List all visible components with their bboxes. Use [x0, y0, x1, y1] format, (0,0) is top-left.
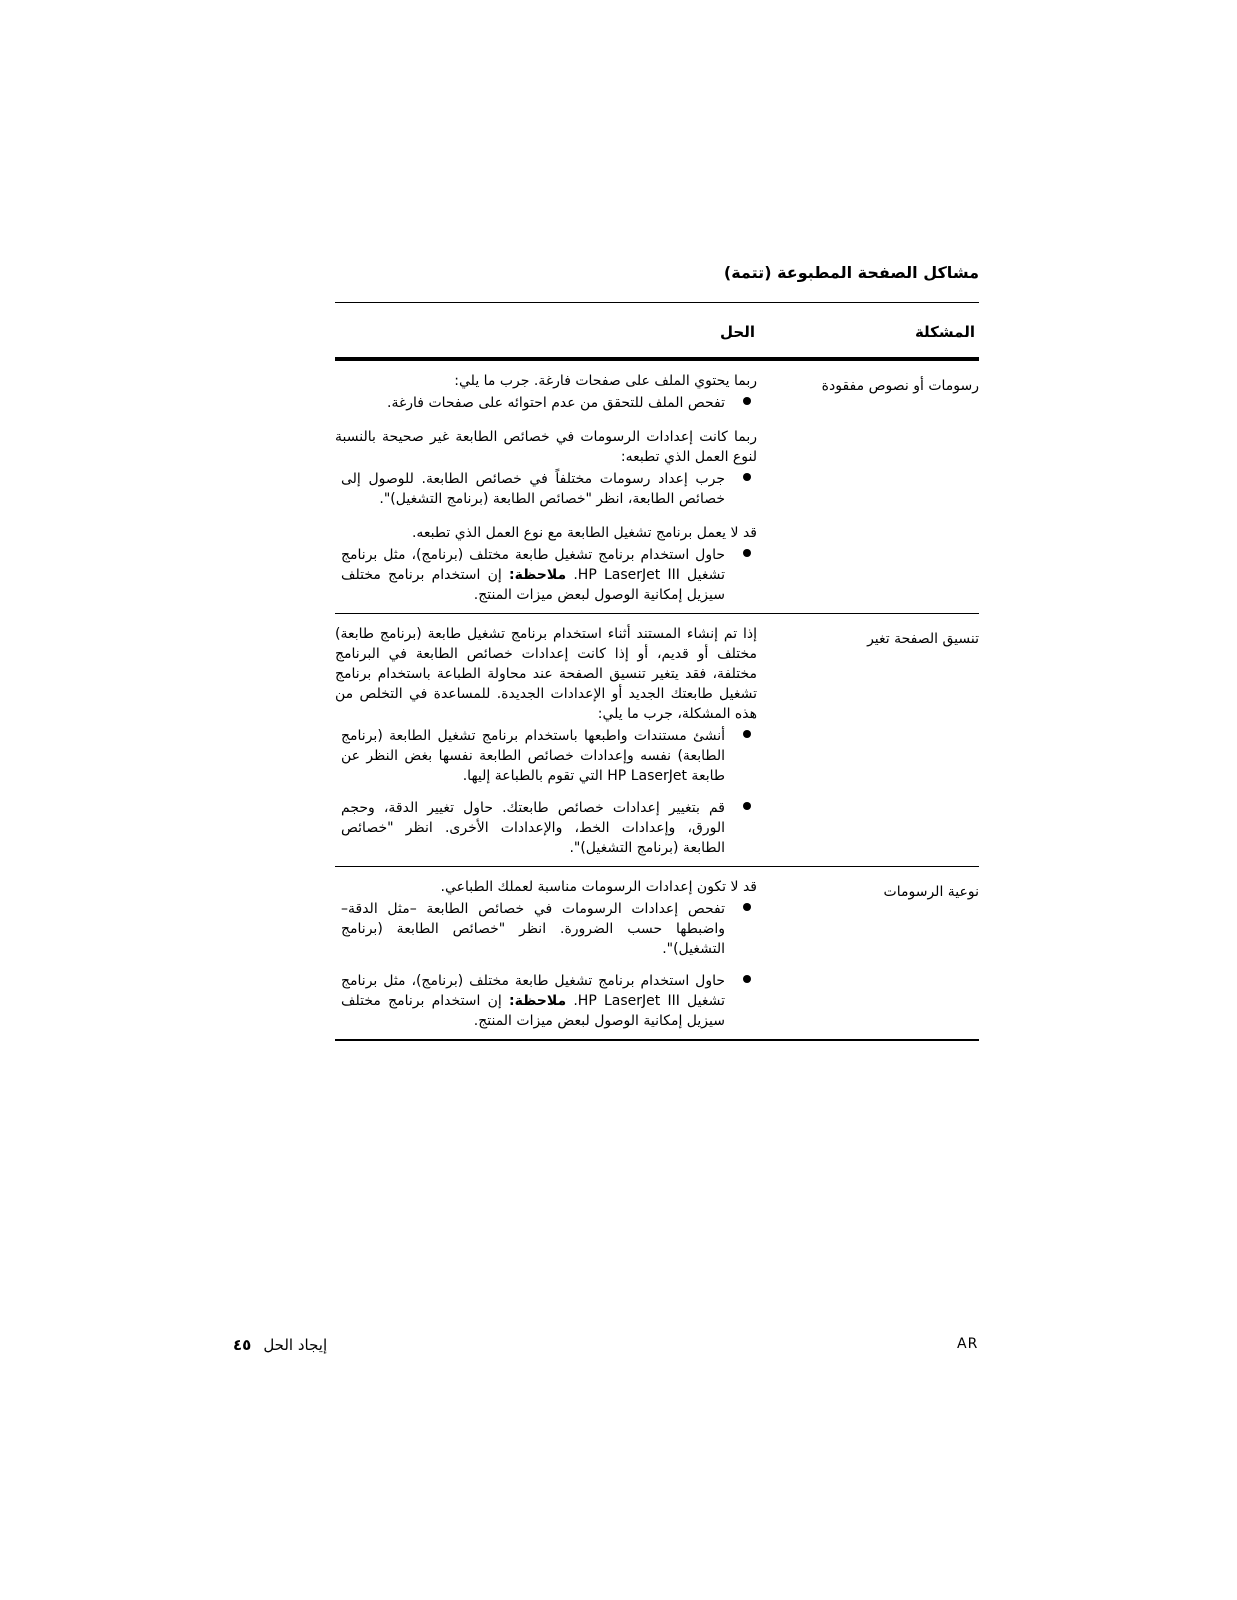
bullet-item — [335, 971, 757, 1031]
note-text: إن استخدام برنامج مختلف سيزيل إمكانية الوصول لبعض ميزات المنتج. — [341, 567, 725, 603]
footer-section-title: إيجاد الحل — [263, 1336, 328, 1354]
troubleshooting-table — [335, 302, 979, 1041]
bullet-text: حاول استخدام برنامج تشغيل طابعة مختلف (برنامج)، مثل برنامج تشغيل HP LaserJet III. — [341, 547, 726, 583]
bullet-icon — [743, 730, 751, 738]
footer-lang: AR — [957, 1336, 979, 1352]
bullet-list — [335, 469, 757, 509]
solution-block — [335, 371, 757, 413]
bullet-icon — [743, 473, 751, 481]
bullet-item — [335, 726, 757, 786]
solution-block — [335, 427, 757, 509]
bullet-text: حاول استخدام برنامج تشغيل طابعة مختلف (برنامج)، مثل برنامج تشغيل HP LaserJet III. — [341, 973, 726, 1009]
bullet-item — [335, 545, 757, 605]
solution-cell — [335, 361, 757, 613]
bullet-item — [335, 899, 757, 959]
bullet-icon — [743, 802, 751, 810]
bullet-list — [335, 726, 757, 858]
bullet-icon — [743, 975, 751, 983]
solution-cell — [335, 867, 757, 1039]
bullet-text: قم بتغيير إعدادات خصائص طابعتك. حاول تغيير الدقة، وحجم الورق، وإعدادات الخط، والإعدادات الأخرى. انظر "خصائص الطابعة (برنامج التشغيل)". — [341, 800, 725, 856]
table-header — [335, 303, 979, 361]
solution-cell — [335, 614, 757, 866]
bullet-list — [335, 899, 757, 1031]
bullet-text: جرب إعداد رسومات مختلفاً في خصائص الطابعة. للوصول إلى خصائص الطابعة، انظر "خصائص الطابعة (برنامج التشغيل)". — [341, 471, 725, 507]
bullet-list — [335, 393, 757, 413]
solution-intro: ربما يحتوي الملف على صفحات فارغة. جرب ما يلي: — [454, 373, 757, 389]
footer-section — [233, 1336, 327, 1354]
page-title: مشاكل الصفحة المطبوعة (تتمة) — [723, 263, 979, 282]
problem-cell: نوعية الرسومات — [883, 884, 979, 900]
table-row — [335, 361, 979, 613]
column-header-solution: الحل — [720, 323, 755, 341]
page-number: ٤٥ — [233, 1336, 252, 1354]
bullet-text: تفحص إعدادات الرسومات في خصائص الطابعة –مثل الدقة– واضبطها حسب الضرورة. انظر "خصائص الطابعة (برنامج التشغيل)". — [341, 901, 725, 957]
problem-cell: رسومات أو نصوص مفقودة — [821, 378, 979, 394]
table-row — [335, 866, 979, 1039]
problem-cell: تنسيق الصفحة تغير — [867, 631, 979, 647]
solution-intro: قد لا يعمل برنامج تشغيل الطابعة مع نوع العمل الذي تطبعه. — [411, 525, 757, 541]
solution-block — [335, 523, 757, 605]
note-label: ملاحظة: — [509, 993, 567, 1009]
bullet-text: أنشئ مستندات واطبعها باستخدام برنامج تشغيل الطابعة (برنامج الطابعة) نفسه وإعدادات خصائص الطابعة نفسها بغض النظر عن طابعة HP LaserJet التي تقوم بالطباعة إليها. — [341, 728, 725, 784]
bullet-text: تفحص الملف للتحقق من عدم احتوائه على صفحات فارغة. — [387, 395, 725, 411]
solution-block — [335, 877, 757, 1031]
note-text: إن استخدام برنامج مختلف سيزيل إمكانية الوصول لبعض ميزات المنتج. — [341, 993, 725, 1029]
solution-block — [335, 624, 757, 858]
bullet-item — [335, 469, 757, 509]
bullet-icon — [743, 397, 751, 405]
column-header-problem: المشكلة — [914, 323, 975, 341]
bullet-item — [335, 393, 757, 413]
solution-intro: ربما كانت إعدادات الرسومات في خصائص الطابعة غير صحيحة بالنسبة لنوع العمل الذي تطبعه: — [335, 429, 757, 465]
note-label: ملاحظة: — [509, 567, 567, 583]
bullet-icon — [743, 549, 751, 557]
table-row — [335, 613, 979, 866]
solution-intro: إذا تم إنشاء المستند أثناء استخدام برنامج تشغيل طابعة (برنامج طابعة) مختلف أو قديم، أو إذا كانت إعدادات خصائص الطابعة في البرنامج مختلفة، فقد يتغير تنسيق الصفحة عند محاولة الطباعة باستخدام برنامج تشغيل طابعتك الجديد أو الإعدادات الجديدة. للمساعدة في التخلص من هذه المشكلة، جرب ما يلي: — [335, 626, 757, 722]
bullet-icon — [743, 903, 751, 911]
bullet-list — [335, 545, 757, 605]
bullet-item — [335, 798, 757, 858]
solution-intro: قد لا تكون إعدادات الرسومات مناسبة لعملك الطباعي. — [440, 879, 757, 895]
